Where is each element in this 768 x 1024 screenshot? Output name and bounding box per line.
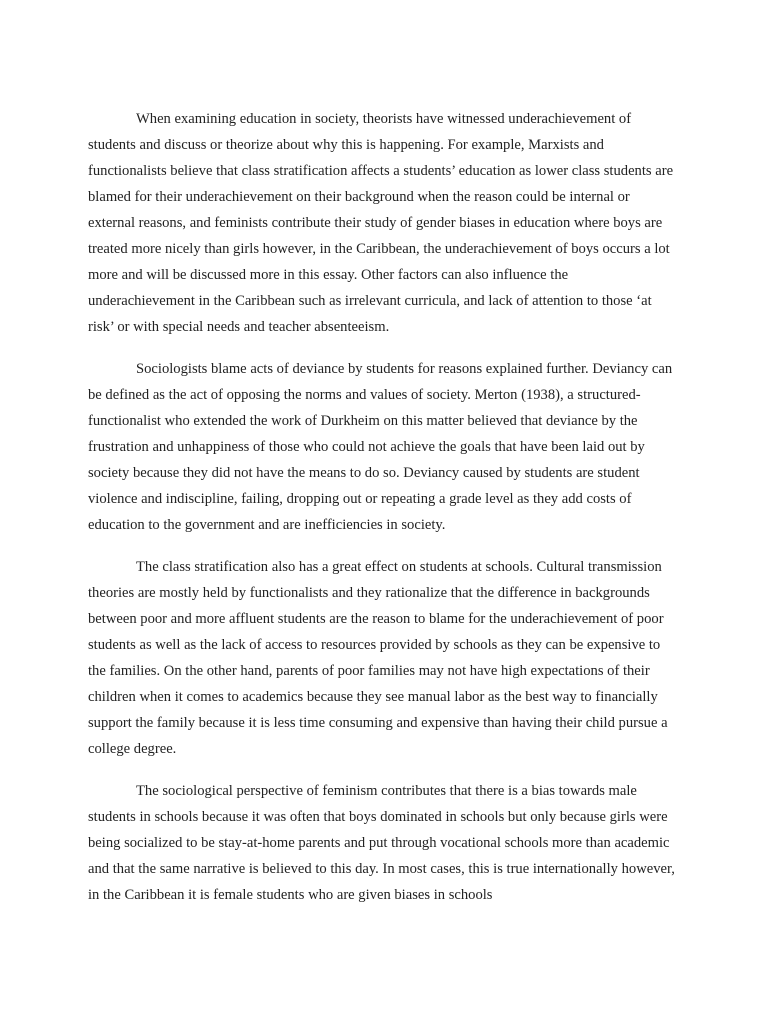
paragraph-2: Sociologists blame acts of deviance by students for reasons explained further. Deviancy can be defined as the act of opposing the norms and values of society. Merton (1938), a structured-functionalist who extended the work of Durkheim on this matter believed that deviance by the frustration and unhappiness of those who could not achieve the goals that have been laid out by society because they did not have the means to do so. Deviancy caused by students are student violence and indiscipline, failing, dropping out or repeating a grade level as they add costs of education to the government and are inefficiencies in society. (88, 361, 673, 533)
paragraph-4: The sociological perspective of feminism contributes that there is a bias towards male students in schools because it was often that boys dominated in schools but only because girls were being socialized to be stay-at-home parents and put through vocational schools more than academic and that the same narrative is believed to this day. In most cases, this is true internationally however, in the Caribbean it is female students who are given biases in schools (88, 783, 675, 903)
paragraph-1: When examining education in society, theorists have witnessed underachievement of students and discuss or theorize about why this is happening. For example, Marxists and functionalists believe that class stratification affects a students’ education as lower class students are blamed for their underachievement on their background when the reason could be internal or external reasons, and feminists contribute their study of gender biases in education where boys are treated more nicely than girls however, in the Caribbean, the underachievement of boys occurs a lot more and will be discussed more in this essay. Other factors can also influence the underachievement in the Caribbean such as irrelevant curricula, and lack of attention to those ‘at risk’ or with special needs and teacher absenteeism. (88, 111, 674, 335)
document-body (88, 106, 678, 924)
paragraph-3: The class stratification also has a great effect on students at schools. Cultural transmission theories are mostly held by functionalists and they rationalize that the difference in backgrounds between poor and more affluent students are the reason to blame for the underachievement of poor students as well as the lack of access to resources provided by schools as they can be expensive to the families. On the other hand, parents of poor families may not have high expectations of their children when it comes to academics because they see manual labor as the best way to financially support the family because it is less time consuming and expensive than having their child pursue a college degree. (88, 559, 668, 757)
